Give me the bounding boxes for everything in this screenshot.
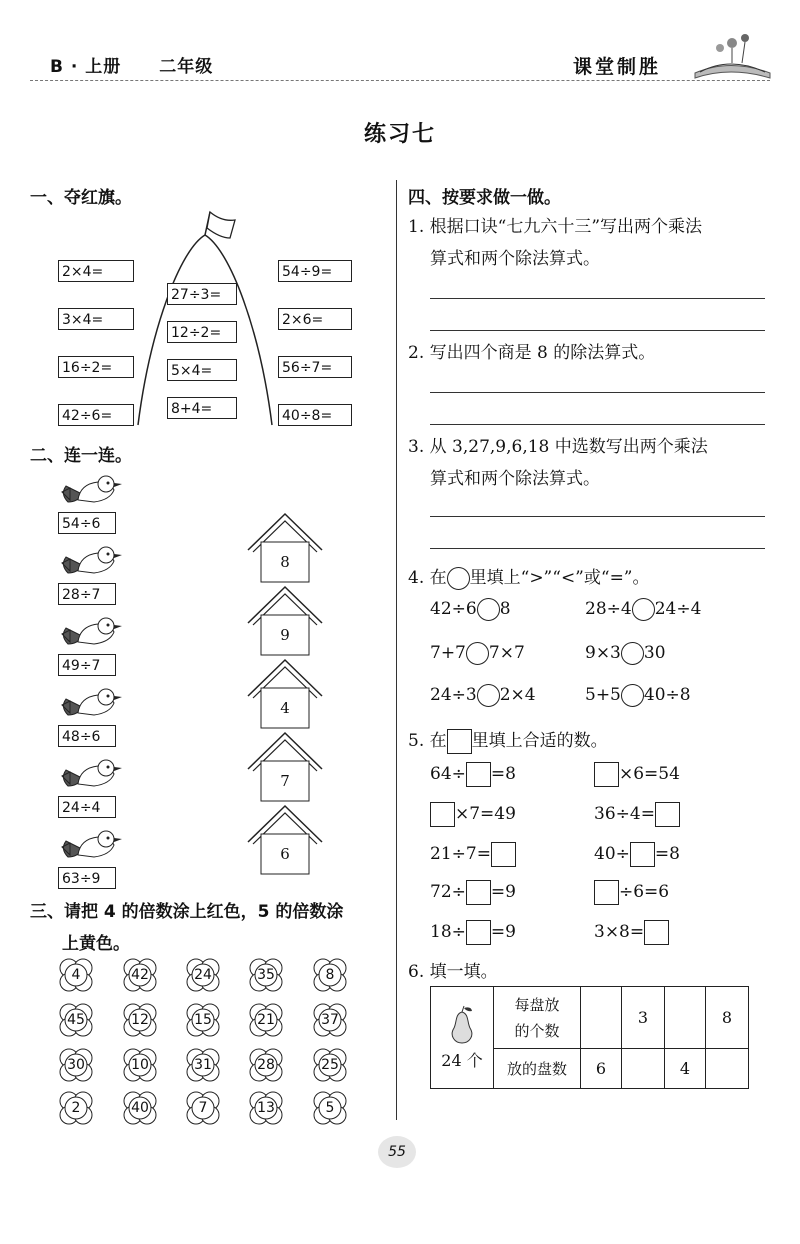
bird-expression: 54÷6: [58, 512, 116, 534]
fill-item: 64÷ =8: [430, 762, 516, 787]
row1-header: 每盘放 的个数: [494, 987, 581, 1049]
house-number: 4: [280, 699, 290, 717]
answer-line[interactable]: [430, 516, 765, 517]
q5-text: 5. 在 里填上合适的数。: [408, 726, 608, 754]
fill-item: 40÷ =8: [594, 842, 680, 867]
bird-icon: [58, 685, 128, 721]
number-flower[interactable]: [58, 1047, 94, 1083]
flower-number: 4: [71, 967, 81, 983]
table-cell[interactable]: [665, 987, 706, 1049]
answer-line[interactable]: [430, 424, 765, 425]
flower-number: 45: [67, 1012, 85, 1028]
compare-item: 28÷4 24÷4: [585, 599, 702, 619]
section1-heading: 一、夺红旗。: [30, 188, 132, 208]
bird-icon: [58, 543, 128, 579]
table-cell[interactable]: [706, 1049, 749, 1089]
bird-icon: [58, 756, 128, 792]
q2-text: 2. 写出四个商是 8 的除法算式。: [408, 343, 656, 363]
bird-card[interactable]: [58, 543, 128, 605]
q1-text: 1. 根据口诀“七九六十三”写出两个乘法: [408, 217, 703, 237]
flag-right-4: 40÷8=: [278, 404, 352, 426]
fill-item: 72÷ =9: [430, 880, 516, 905]
column-divider: [396, 180, 397, 1120]
house-number: 7: [280, 772, 290, 790]
flower-number: 31: [194, 1057, 212, 1073]
flower-number: 13: [257, 1100, 275, 1116]
pear-icon: [445, 1004, 479, 1044]
fill-box[interactable]: [644, 920, 669, 945]
compare-circle-icon: [447, 567, 470, 590]
section2-heading: 二、连一连。: [30, 446, 132, 466]
book-logo-icon: [690, 28, 775, 80]
fill-box-icon: [447, 729, 472, 754]
house-card[interactable]: [246, 804, 324, 880]
number-flower[interactable]: [185, 957, 221, 993]
flag-middle-1: 27÷3=: [167, 283, 237, 305]
table-cell: 3: [622, 987, 665, 1049]
table-cell: 4: [665, 1049, 706, 1089]
fill-box[interactable]: [594, 762, 619, 787]
flower-number: 42: [131, 967, 149, 983]
flower-number: 24: [194, 967, 212, 983]
flag-left-2: 3×4=: [58, 308, 134, 330]
compare-item: 5+5 40÷8: [585, 685, 691, 705]
fill-box[interactable]: [466, 880, 491, 905]
header-edition: B · 上册 二年级: [50, 57, 214, 77]
answer-line[interactable]: [430, 330, 765, 331]
bird-card[interactable]: [58, 756, 128, 818]
bird-expression: 63÷9: [58, 867, 116, 889]
answer-line[interactable]: [430, 548, 765, 549]
fill-box[interactable]: [594, 880, 619, 905]
fill-table: [430, 986, 749, 1089]
flag-middle-3: 5×4=: [167, 359, 237, 381]
compare-item: 24÷3 2×4: [430, 685, 536, 705]
flag-left-1: 2×4=: [58, 260, 134, 282]
house-card[interactable]: [246, 585, 324, 661]
q3-text: 3. 从 3,27,9,6,18 中选数写出两个乘法: [408, 437, 708, 457]
compare-item: 7+7 7×7: [430, 643, 525, 663]
bird-card[interactable]: [58, 472, 128, 534]
fruit-cell: [431, 987, 494, 1089]
house-card[interactable]: [246, 512, 324, 588]
table-cell[interactable]: [581, 987, 622, 1049]
header-brand: 课堂制胜: [573, 56, 662, 78]
fill-box[interactable]: [466, 920, 491, 945]
flower-number: 35: [257, 967, 275, 983]
house-number: 8: [280, 553, 290, 571]
flower-number: 8: [325, 967, 335, 983]
bird-card[interactable]: [58, 827, 128, 889]
compare-circle[interactable]: [466, 642, 489, 665]
section3-heading-cont: 上黄色。: [62, 934, 130, 954]
flower-number: 7: [198, 1100, 208, 1116]
q1-text-cont: 算式和两个除法算式。: [430, 249, 600, 269]
number-flower[interactable]: [248, 1002, 284, 1038]
header-divider: [30, 80, 770, 81]
bird-expression: 49÷7: [58, 654, 116, 676]
fill-item: ×7=49: [430, 802, 516, 827]
table-cell: 6: [581, 1049, 622, 1089]
number-flower[interactable]: [312, 957, 348, 993]
flag-right-1: 54÷9=: [278, 260, 352, 282]
row2-header: 放的盘数: [494, 1049, 581, 1089]
house-card[interactable]: [246, 731, 324, 807]
fill-box[interactable]: [491, 842, 516, 867]
number-flower[interactable]: [312, 1002, 348, 1038]
bird-card[interactable]: [58, 685, 128, 747]
compare-circle[interactable]: [621, 684, 644, 707]
flower-number: 40: [131, 1100, 149, 1116]
section4-heading: 四、按要求做一做。: [408, 188, 561, 208]
compare-item: 42÷6 8: [430, 599, 511, 619]
bird-expression: 28÷7: [58, 583, 116, 605]
bird-expression: 48÷6: [58, 725, 116, 747]
fill-box[interactable]: [466, 762, 491, 787]
number-flower[interactable]: [248, 1090, 284, 1126]
number-flower[interactable]: [248, 957, 284, 993]
table-cell[interactable]: [622, 1049, 665, 1089]
flower-number: 25: [321, 1057, 339, 1073]
fill-box[interactable]: [655, 802, 680, 827]
compare-item: 9×3 30: [585, 643, 666, 663]
flower-number: 30: [67, 1057, 85, 1073]
flag-left-3: 16÷2=: [58, 356, 134, 378]
number-flower[interactable]: [185, 1090, 221, 1126]
bird-expression: 24÷4: [58, 796, 116, 818]
flower-number: 15: [194, 1012, 212, 1028]
number-flower[interactable]: [122, 1090, 158, 1126]
q4-text: 4. 在 里填上“>”“<”或“=”。: [408, 568, 650, 588]
compare-circle[interactable]: [477, 684, 500, 707]
number-flower[interactable]: [312, 1047, 348, 1083]
flag-middle-4: 8+4=: [167, 397, 237, 419]
compare-circle[interactable]: [632, 598, 655, 621]
fill-item: ÷6=6: [594, 880, 669, 905]
number-flower[interactable]: [185, 1002, 221, 1038]
answer-line[interactable]: [430, 392, 765, 393]
number-flower[interactable]: [312, 1090, 348, 1126]
bird-icon: [58, 472, 128, 508]
flower-number: 21: [257, 1012, 275, 1028]
fill-item: 18÷ =9: [430, 920, 516, 945]
section3-heading: 三、请把 4 的倍数涂上红色，5 的倍数涂: [30, 902, 344, 922]
table-cell: 8: [706, 987, 749, 1049]
page-number: 55: [378, 1136, 416, 1168]
fill-item: 21÷7=: [430, 842, 516, 867]
fill-box[interactable]: [630, 842, 655, 867]
flag-middle-2: 12÷2=: [167, 321, 237, 343]
fill-item: ×6=54: [594, 762, 680, 787]
compare-circle[interactable]: [477, 598, 500, 621]
number-flower[interactable]: [122, 1002, 158, 1038]
bird-card[interactable]: [58, 614, 128, 676]
bird-icon: [58, 827, 128, 863]
number-flower[interactable]: [185, 1047, 221, 1083]
answer-line[interactable]: [430, 298, 765, 299]
house-number: 9: [280, 626, 290, 644]
number-flower[interactable]: [248, 1047, 284, 1083]
number-flower[interactable]: [58, 1002, 94, 1038]
flower-number: 37: [321, 1012, 339, 1028]
house-card[interactable]: [246, 658, 324, 734]
house-number: 6: [280, 845, 290, 863]
number-flower[interactable]: [122, 1047, 158, 1083]
fill-box[interactable]: [430, 802, 455, 827]
q6-text: 6. 填一填。: [408, 962, 498, 982]
flower-number: 10: [131, 1057, 149, 1073]
fill-item: 3×8=: [594, 920, 669, 945]
number-flower[interactable]: [122, 957, 158, 993]
fill-item: 36÷4=: [594, 802, 680, 827]
flower-number: 2: [71, 1100, 81, 1116]
flower-number: 12: [131, 1012, 149, 1028]
compare-circle[interactable]: [621, 642, 644, 665]
flag-right-3: 56÷7=: [278, 356, 352, 378]
page-title: 练习七: [363, 122, 436, 147]
fruit-count: 24 个: [441, 1051, 483, 1070]
number-flower[interactable]: [58, 1090, 94, 1126]
q3-text-cont: 算式和两个除法算式。: [430, 469, 600, 489]
bird-icon: [58, 614, 128, 650]
number-flower[interactable]: [58, 957, 94, 993]
flower-number: 28: [257, 1057, 275, 1073]
flower-number: 5: [325, 1100, 335, 1116]
flag-right-2: 2×6=: [278, 308, 352, 330]
header-grade: 二年级: [159, 57, 214, 77]
flag-left-4: 42÷6=: [58, 404, 134, 426]
